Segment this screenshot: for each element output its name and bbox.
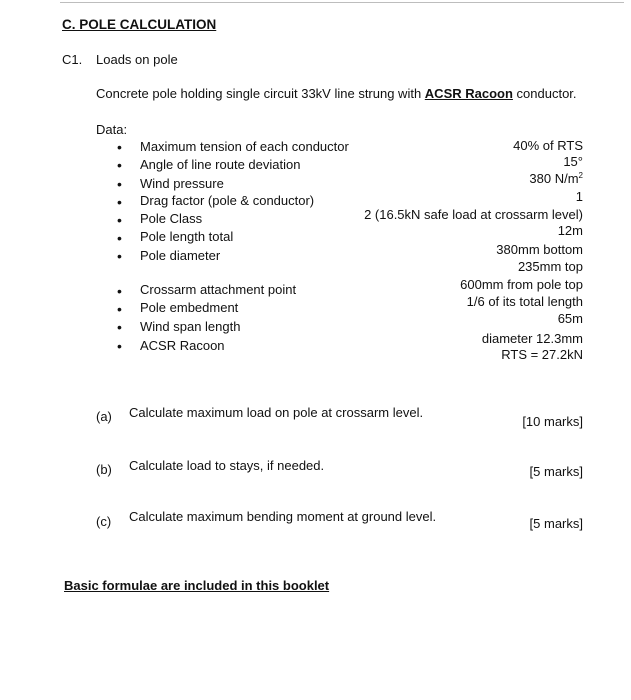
bullet-icon: • (117, 319, 122, 335)
part-label: (a) (96, 409, 112, 424)
bullet-icon: • (117, 194, 122, 210)
marks-label: [5 marks] (529, 464, 583, 479)
data-item-label: Angle of line route deviation (140, 157, 301, 172)
part-text: Calculate maximum load on pole at crossarm level. (129, 405, 424, 420)
intro-text-start: Concrete pole holding single circuit 33kV line strung with (96, 86, 425, 101)
part-label: (b) (96, 462, 112, 477)
data-item-value: 15° (563, 154, 583, 169)
data-item-value-second-line: 235mm top (517, 259, 583, 274)
data-item-label: Pole embedment (140, 300, 239, 315)
data-item-value: 1 (575, 189, 583, 204)
data-item-value-second-line: RTS = 27.2kN (501, 347, 583, 362)
bullet-icon: • (117, 230, 122, 246)
bullet-icon: • (117, 157, 122, 173)
marks-label: [5 marks] (529, 516, 583, 531)
bullet-icon: • (117, 212, 122, 228)
data-item-value: 1/6 of its total length (466, 294, 583, 309)
footer-note: Basic formulae are included in this booklet (64, 578, 330, 593)
data-item-value: 380mm bottom (496, 242, 583, 257)
part-text: Calculate load to stays, if needed. (129, 458, 325, 473)
data-item-label: Maximum tension of each conductor (140, 139, 349, 154)
data-heading: Data: (96, 122, 128, 137)
bullet-icon: • (117, 338, 122, 354)
data-item-label: Wind pressure (140, 176, 224, 191)
data-item-label: Crossarm attachment point (140, 282, 297, 297)
data-item-value-exponent: 2 (578, 171, 583, 180)
data-item-label: Pole length total (140, 229, 234, 244)
top-rule (60, 2, 624, 3)
data-item-value: 65m (557, 311, 583, 326)
question-title: Loads on pole (96, 52, 178, 67)
question-intro (96, 86, 577, 101)
part-label: (c) (96, 514, 112, 529)
intro-text-end: conductor. (512, 86, 577, 101)
question-number: C1. (62, 52, 83, 67)
bullet-icon: • (117, 248, 122, 264)
data-item-value: 40% of RTS (513, 138, 583, 153)
data-item-value-text: 380 N/m (529, 171, 579, 186)
section-title: C. POLE CALCULATION (62, 17, 217, 32)
data-item-label: Wind span length (140, 319, 241, 334)
marks-label: [10 marks] (522, 414, 583, 429)
data-item-value: 12m (557, 223, 583, 238)
bullet-icon: • (117, 301, 122, 317)
data-item-label: ACSR Racoon (140, 338, 225, 353)
data-item-value: 600mm from pole top (460, 277, 583, 292)
data-item-label: Pole Class (140, 211, 203, 226)
data-item-value (529, 171, 583, 186)
data-item-label: Drag factor (pole & conductor) (140, 193, 315, 208)
data-item-value: 2 (16.5kN safe load at crossarm level) (364, 207, 583, 222)
data-item-label: Pole diameter (140, 248, 221, 263)
bullet-icon: • (117, 283, 122, 299)
bullet-icon: • (117, 176, 122, 192)
bullet-icon: • (117, 139, 122, 155)
part-text: Calculate maximum bending moment at ground level. (129, 509, 437, 524)
conductor-name: ACSR Racoon (424, 86, 513, 101)
data-item-value: diameter 12.3mm (481, 331, 583, 346)
